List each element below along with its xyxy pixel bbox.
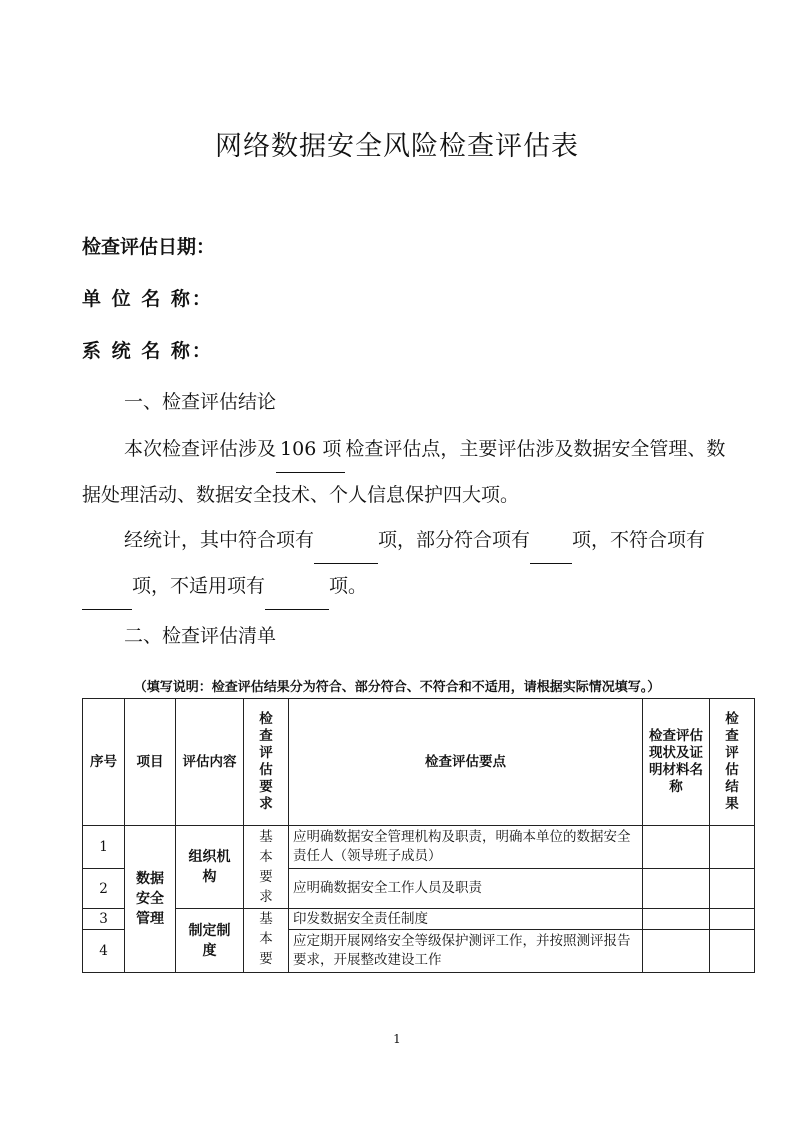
fill-instruction: （填写说明：检查评估结果分为符合、部分符合、不符合和不适用，请根据实际情况填写。） <box>133 680 661 695</box>
row-result-cell[interactable] <box>710 826 755 869</box>
subgroup-organization: 组织机构 <box>176 826 244 909</box>
row-point: 印发数据安全责任制度 <box>289 909 643 930</box>
header-seq: 序号 <box>83 699 125 826</box>
statistics-paragraph <box>82 518 742 610</box>
inspection-date-label: 检查评估日期： <box>82 236 216 258</box>
para-text: 项，不符合项有 <box>572 529 706 551</box>
header-status: 检查评估现状及证明材料名称 <box>643 699 710 826</box>
row-seq: 4 <box>83 930 125 973</box>
row-point: 应明确数据安全管理机构及职责，明确本单位的数据安全责任人（领导班子成员） <box>289 826 643 869</box>
row-point: 应明确数据安全工作人员及职责 <box>289 869 643 909</box>
table-row <box>83 909 755 930</box>
noncompliant-count-blank[interactable] <box>82 564 132 610</box>
row-result-cell[interactable] <box>710 869 755 909</box>
row-seq: 3 <box>83 909 125 930</box>
para-text: 检查评估点，主要评估涉及数据安全管理、数据处理活动、数据安全技术、个人信息保护四大项。 <box>82 438 726 506</box>
row-point: 应定期开展网络安全等级保护测评工作，并按照测评报告要求，开展整改建设工作 <box>289 930 643 973</box>
row-status-cell[interactable] <box>643 930 710 973</box>
partial-count-blank[interactable] <box>530 518 572 564</box>
checklist-table <box>82 698 755 973</box>
checkpoint-count: 106 项 <box>276 427 345 473</box>
row-status-cell[interactable] <box>643 826 710 869</box>
para-text: 项。 <box>329 575 368 597</box>
section-conclusion-heading: 一、检查评估结论 <box>124 391 277 413</box>
system-name-label: 系 统 名 称： <box>82 340 213 362</box>
section-checklist-heading: 二、检查评估清单 <box>124 625 277 647</box>
header-item: 项目 <box>125 699 176 826</box>
compliant-count-blank[interactable] <box>314 518 378 564</box>
page-number: 1 <box>393 1032 401 1046</box>
page-title: 网络数据安全风险检查评估表 <box>215 131 579 162</box>
header-requirement: 检查评估要求 <box>244 699 289 826</box>
para-text: 经统计，其中符合项有 <box>124 529 315 551</box>
header-result: 检查评估结果 <box>710 699 755 826</box>
subgroup-policy: 制定制度 <box>176 909 244 973</box>
para-text: 本次检查评估涉及 <box>124 438 277 460</box>
row-status-cell[interactable] <box>643 869 710 909</box>
para-text: 项，部分符合项有 <box>378 529 531 551</box>
row-seq: 2 <box>83 869 125 909</box>
header-points: 检查评估要点 <box>289 699 643 826</box>
table-row <box>83 826 755 869</box>
group-data-security-management: 数据安全管理 <box>125 826 176 973</box>
row-seq: 1 <box>83 826 125 869</box>
requirement-basic-partial: 基本要 <box>244 909 289 973</box>
row-result-cell[interactable] <box>710 930 755 973</box>
na-count-blank[interactable] <box>265 564 329 610</box>
row-result-cell[interactable] <box>710 909 755 930</box>
requirement-basic: 基本要求 <box>244 826 289 909</box>
header-content: 评估内容 <box>176 699 244 826</box>
conclusion-paragraph <box>82 427 742 518</box>
row-status-cell[interactable] <box>643 909 710 930</box>
para-text: 项，不适用项有 <box>132 575 266 597</box>
unit-name-label: 单 位 名 称： <box>82 288 213 310</box>
